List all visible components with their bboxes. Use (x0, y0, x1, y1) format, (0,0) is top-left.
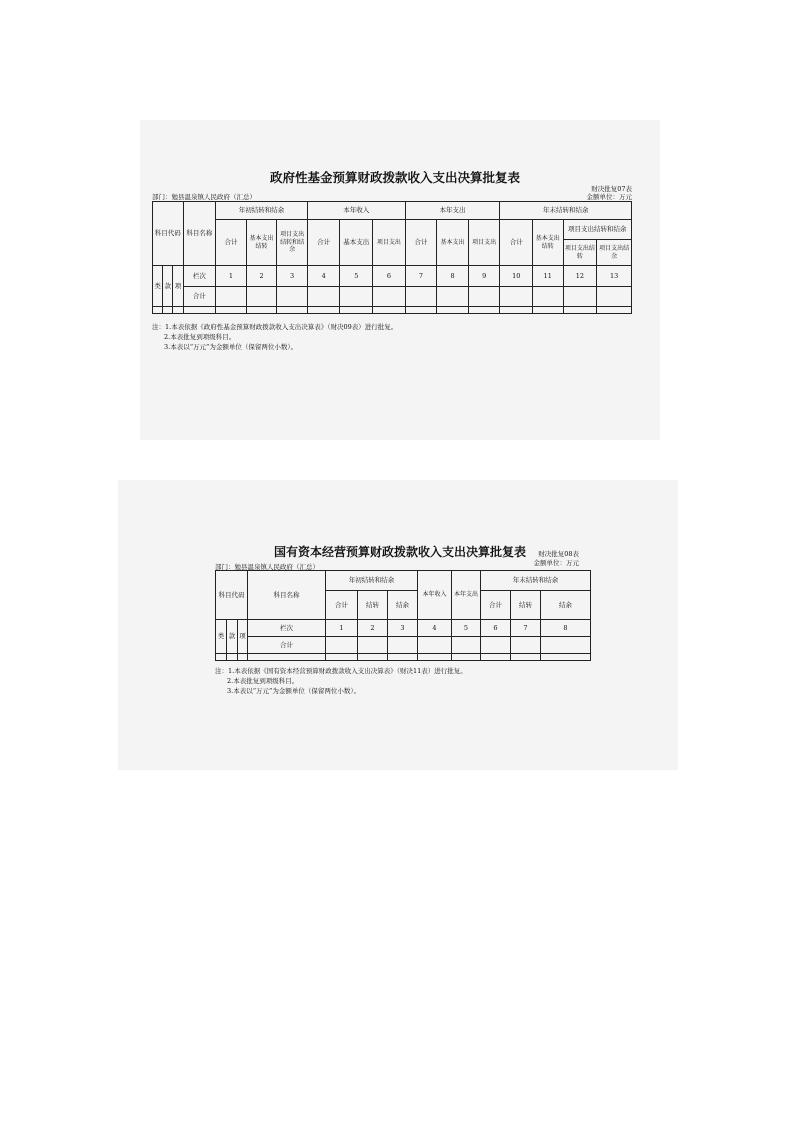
form1-cell (307, 287, 340, 307)
form1-cell (216, 287, 247, 307)
form2-department: 部门：勉县温泉镇人民政府（汇总） (215, 563, 319, 571)
form1-cell (173, 307, 183, 314)
form2-note: 注：1.本表依据《国有资本经营预算财政拨款收入支出决算表》（财决11表）进行批复。 (215, 667, 467, 675)
form1-col-project-2: 项目支出 (373, 220, 406, 266)
form2-cell (541, 637, 591, 654)
form2-cell (227, 654, 238, 661)
form1-cell (153, 307, 163, 314)
form2-cell (452, 637, 481, 654)
form1-col-lei: 类 (153, 266, 163, 307)
form2-header-subject-name: 科目名称 (248, 571, 326, 620)
form2-row-column-index: 栏次 (248, 620, 326, 637)
form1-colnum: 13 (597, 266, 632, 287)
form2-cell (358, 654, 388, 661)
form1-table (152, 201, 632, 314)
form1-colnum: 9 (468, 266, 500, 287)
form1-col-kuan: 款 (163, 266, 173, 307)
form2-colnum: 8 (541, 620, 591, 637)
form2-colnum: 4 (418, 620, 452, 637)
form1-col-basic-3: 基本支出 (437, 220, 469, 266)
form2-cell (216, 654, 227, 661)
form2-cell (511, 654, 541, 661)
form2-cell (358, 637, 388, 654)
form2-title: 国有资本经营预算财政拨款收入支出决算批复表 (273, 545, 526, 559)
form1-cell (597, 307, 632, 314)
form1-col-project-balance-4: 项目支出结余 (597, 240, 632, 266)
form1-col-project-3: 项目支出 (468, 220, 500, 266)
form2-cell (418, 654, 452, 661)
form1-cell (163, 307, 173, 314)
form2-unit: 金额单位：万元 (533, 559, 579, 567)
form1-col-xiang: 项 (173, 266, 183, 307)
form1-colnum: 3 (277, 266, 308, 287)
form1-col-total-4: 合计 (500, 220, 533, 266)
form2-header-begin-balance: 年初结转和结余 (326, 571, 418, 591)
form1-colnum: 5 (340, 266, 373, 287)
form2-cell (326, 637, 358, 654)
form2-cell (326, 654, 358, 661)
form1-form-number: 财决批复07表 (591, 185, 632, 193)
form2-col-kuan: 款 (227, 620, 238, 654)
form1-cell (437, 287, 469, 307)
form1-col-basic-carry-4: 基本支出结转 (533, 220, 564, 266)
form2-col-total-1: 合计 (326, 591, 358, 620)
form1-cell (405, 287, 437, 307)
form2-header-expenditure: 本年支出 (452, 571, 481, 620)
form1-header-begin-balance: 年初结转和结余 (216, 202, 308, 220)
form1-colnum: 2 (246, 266, 277, 287)
form1-cell (373, 307, 406, 314)
form2-colnum: 2 (358, 620, 388, 637)
form1-col-basic-2: 基本支出 (340, 220, 373, 266)
form1-note: 2.本表批复到项级科目。 (164, 333, 236, 341)
form2-table (215, 570, 591, 661)
form2-cell (238, 654, 248, 661)
form2-form-number: 财决批复08表 (538, 550, 579, 558)
form1-header-expenditure: 本年支出 (405, 202, 500, 220)
form1-colnum: 10 (500, 266, 533, 287)
form1-cell (468, 287, 500, 307)
form2-col-carry-1: 结转 (358, 591, 388, 620)
form1-header-income: 本年收入 (307, 202, 405, 220)
form1-department: 部门：勉县温泉镇人民政府（汇总） (152, 193, 256, 201)
form2-colnum: 7 (511, 620, 541, 637)
form1-cell (216, 307, 247, 314)
form2-col-lei: 类 (216, 620, 227, 654)
form1-col-total-3: 合计 (405, 220, 437, 266)
form1-title: 政府性基金预算财政拨款收入支出决算批复表 (269, 170, 520, 185)
form1-header-subject-code: 科目代码 (153, 202, 184, 266)
form1-row-total: 合计 (183, 287, 216, 307)
form1-cell (500, 307, 533, 314)
form2-header-subject-code: 科目代码 (216, 571, 248, 620)
form1-cell (500, 287, 533, 307)
form1-col-total-1: 合计 (216, 220, 247, 266)
form1-colnum: 6 (373, 266, 406, 287)
form1-cell (183, 307, 216, 314)
form2-col-balance-2: 结余 (541, 591, 591, 620)
form1-cell (373, 287, 406, 307)
form1-row-column-index: 栏次 (183, 266, 216, 287)
form1-cell (563, 307, 597, 314)
form1-unit: 金额单位：万元 (586, 193, 632, 201)
form2-note: 3.本表以“万元”为金额单位（保留两位小数）。 (227, 687, 361, 695)
form1-colnum: 1 (216, 266, 247, 287)
form1-colnum: 11 (533, 266, 564, 287)
form2-colnum: 6 (481, 620, 511, 637)
form1-col-project-carry-1: 项目支出结转和结余 (277, 220, 308, 266)
form2-cell (481, 637, 511, 654)
form2-colnum: 3 (388, 620, 418, 637)
form2-cell (248, 654, 326, 661)
form2-col-total-2: 合计 (481, 591, 511, 620)
form2-cell (511, 637, 541, 654)
form2-cell (388, 654, 418, 661)
form1-cell (246, 307, 277, 314)
form1-cell (533, 307, 564, 314)
form2-cell (418, 637, 452, 654)
form1-colnum: 8 (437, 266, 469, 287)
form2-col-carry-2: 结转 (511, 591, 541, 620)
form1-header-end-balance: 年末结转和结余 (500, 202, 632, 220)
form1-col-project-carry-4: 项目支出结转 (563, 240, 597, 266)
form2-cell (388, 637, 418, 654)
form2-notes (215, 666, 467, 696)
form2-header-income: 本年收入 (418, 571, 452, 620)
form1-col-total-2: 合计 (307, 220, 340, 266)
form1-col-basic-carry-1: 基本支出结转 (246, 220, 277, 266)
form1-note: 注：1.本表依据《政府性基金预算财政拨款收入支出决算表》（财决09表）进行批复。 (152, 323, 398, 331)
form2-note: 2.本表批复到项级科目。 (227, 677, 299, 685)
form1-cell (277, 287, 308, 307)
form1-cell (597, 287, 632, 307)
form2-cell (541, 654, 591, 661)
form2-col-xiang: 项 (238, 620, 248, 654)
form2-cell (481, 654, 511, 661)
form1-cell (437, 307, 469, 314)
form1-colnum: 4 (307, 266, 340, 287)
form2-colnum: 1 (326, 620, 358, 637)
form2-header-end-balance: 年末结转和结余 (481, 571, 591, 591)
form2-row-total: 合计 (248, 637, 326, 654)
form2-cell (452, 654, 481, 661)
form1-cell (307, 307, 340, 314)
form1-cell (246, 287, 277, 307)
form2-col-balance-1: 结余 (388, 591, 418, 620)
form1-cell (563, 287, 597, 307)
form1-cell (405, 307, 437, 314)
form1-header-project-carry: 项目支出结转和结余 (563, 220, 631, 240)
form1-cell (468, 307, 500, 314)
form1-cell (340, 307, 373, 314)
form1-header-subject-name: 科目名称 (183, 202, 216, 266)
form1-notes (152, 322, 397, 352)
form1-cell (533, 287, 564, 307)
form1-note: 3.本表以“万元”为金额单位（保留两位小数）。 (164, 343, 298, 351)
form1-colnum: 12 (563, 266, 597, 287)
form1-colnum: 7 (405, 266, 437, 287)
form1-cell (340, 287, 373, 307)
form2-colnum: 5 (452, 620, 481, 637)
form1-cell (277, 307, 308, 314)
